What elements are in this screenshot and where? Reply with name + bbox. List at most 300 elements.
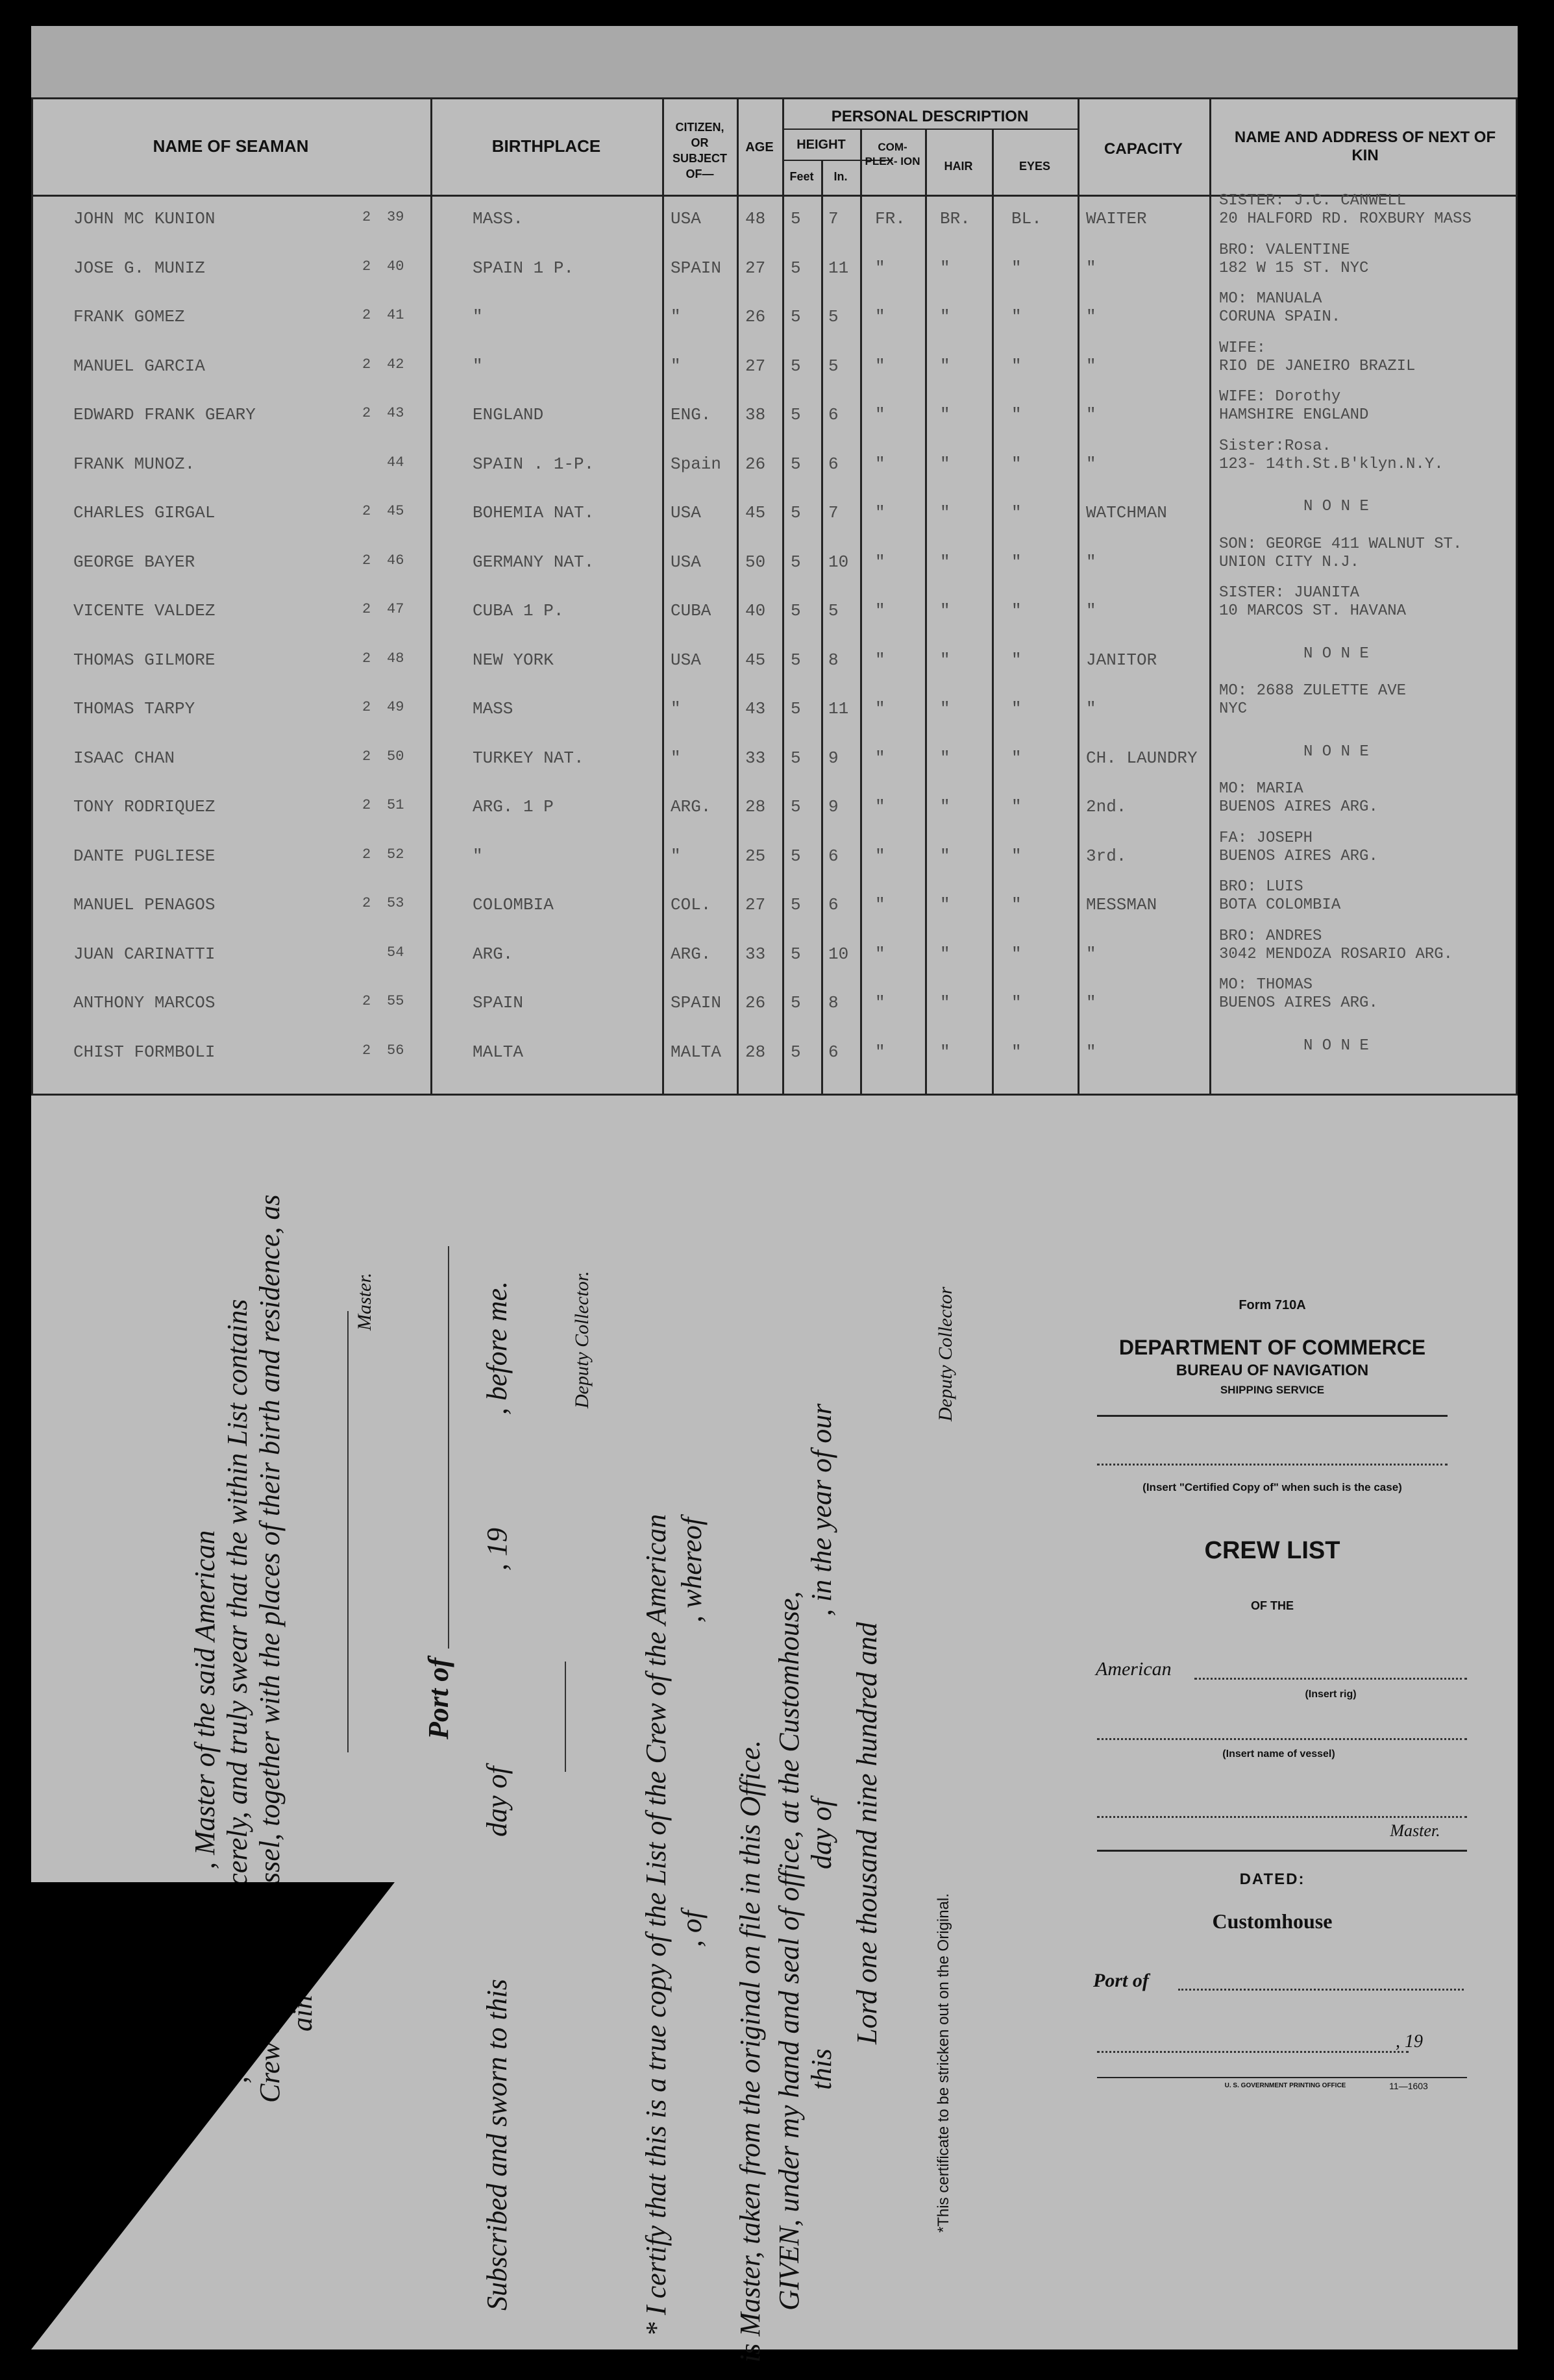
next-of-kin-name: SISTER: JUANITA xyxy=(1219,584,1360,602)
seaman-mark: 2 xyxy=(362,797,371,813)
header-inches: In. xyxy=(833,170,848,183)
next-of-kin-name: Sister:Rosa. xyxy=(1219,437,1331,455)
seaman-name: ISAAC CHAN xyxy=(73,748,175,768)
crew-table xyxy=(31,97,1518,1094)
seaman-name: FRANK GOMEZ xyxy=(73,307,185,326)
deputy-signature-line xyxy=(565,1662,566,1772)
seaman-capacity: " xyxy=(1086,307,1096,326)
oath-deputy-collector: Deputy Collector. xyxy=(571,1271,593,1408)
seaman-eyes: " xyxy=(1011,944,1022,964)
next-of-kin-address: BOTA COLOMBIA xyxy=(1219,896,1341,914)
seaman-eyes: " xyxy=(1011,552,1022,572)
seaman-name: TONY RODRIQUEZ xyxy=(73,797,216,816)
seaman-citizen: " xyxy=(671,846,681,866)
seaman-name: JOSE G. MUNIZ xyxy=(73,258,205,278)
seaman-complexion: " xyxy=(875,895,885,914)
seaman-eyes: " xyxy=(1011,503,1022,522)
seaman-capacity: " xyxy=(1086,699,1096,718)
seaman-hair: " xyxy=(940,699,950,718)
oath-port-line xyxy=(448,1246,449,1649)
seaman-citizen: " xyxy=(671,748,681,768)
seaman-birthplace: NEW YORK xyxy=(473,650,554,670)
seaman-eyes: " xyxy=(1011,895,1022,914)
seaman-number: 51 xyxy=(387,797,404,813)
table-row xyxy=(31,1037,1518,1094)
seaman-name: JOHN MC KUNION xyxy=(73,209,216,228)
seaman-number: 39 xyxy=(387,209,404,225)
seaman-hair: " xyxy=(940,748,950,768)
cert-line-4a: this xyxy=(806,2048,837,2090)
seaman-number: 43 xyxy=(387,405,404,421)
seaman-capacity: " xyxy=(1086,993,1096,1012)
seaman-birthplace: SPAIN 1 P. xyxy=(473,258,574,278)
seaman-inches: 6 xyxy=(828,1042,839,1062)
next-of-kin-name: N O N E xyxy=(1303,498,1369,515)
seaman-capacity: 3rd. xyxy=(1086,846,1127,866)
seaman-feet: 5 xyxy=(791,601,801,620)
form-master-line xyxy=(1097,1816,1467,1818)
seaman-citizen: ARG. xyxy=(671,797,711,816)
seaman-age: 40 xyxy=(745,601,766,620)
seaman-citizen: MALTA xyxy=(671,1042,722,1062)
seaman-hair: " xyxy=(940,405,950,424)
seaman-capacity: " xyxy=(1086,356,1096,376)
seaman-age: 25 xyxy=(745,846,766,866)
seaman-name: THOMAS GILMORE xyxy=(73,650,216,670)
cert-line-1b: , of xyxy=(676,1910,708,1947)
form-service: SHIPPING SERVICE xyxy=(1220,1384,1325,1396)
seaman-name: MANUEL PENAGOS xyxy=(73,895,216,914)
seaman-capacity: " xyxy=(1086,405,1096,424)
seaman-eyes: " xyxy=(1011,797,1022,816)
seaman-mark: 2 xyxy=(362,650,371,667)
seaman-birthplace: MASS. xyxy=(473,209,524,228)
seaman-capacity: WAITER xyxy=(1086,209,1147,228)
seaman-mark: 2 xyxy=(362,846,371,863)
seaman-birthplace: ENGLAND xyxy=(473,405,544,424)
seaman-mark: 2 xyxy=(362,895,371,911)
oath-line-2: , do solemnly, sincerely, and truly swear that the within List contains xyxy=(221,1299,253,2083)
seaman-complexion: " xyxy=(875,944,885,964)
form-year-19: , 19 xyxy=(1396,2031,1423,2052)
next-of-kin-address: RIO DE JANEIRO BRAZIL xyxy=(1219,357,1416,375)
seaman-inches: 8 xyxy=(828,993,839,1012)
seaman-feet: 5 xyxy=(791,1042,801,1062)
form-rig-line xyxy=(1194,1678,1467,1680)
next-of-kin-name: SISTER: J.C. CANWELL xyxy=(1219,192,1407,210)
seaman-age: 26 xyxy=(745,993,766,1012)
seaman-inches: 10 xyxy=(828,552,849,572)
seaman-complexion: FR. xyxy=(875,209,906,228)
top-margin-band xyxy=(31,26,1518,97)
seaman-eyes: " xyxy=(1011,307,1022,326)
seaman-feet: 5 xyxy=(791,552,801,572)
form-insert-name: (Insert name of vessel) xyxy=(1222,1748,1335,1760)
oath-subscribed: Subscribed and sworn to this xyxy=(481,1979,513,2311)
seaman-inches: 7 xyxy=(828,209,839,228)
next-of-kin-address: 3042 MENDOZA ROSARIO ARG. xyxy=(1219,945,1453,963)
next-of-kin-address: HAMSHIRE ENGLAND xyxy=(1219,406,1369,424)
header-personal-description: PERSONAL DESCRIPTION xyxy=(831,108,1029,125)
form-rule-1 xyxy=(1097,1415,1448,1417)
seaman-inches: 9 xyxy=(828,748,839,768)
seaman-name: GEORGE BAYER xyxy=(73,552,195,572)
cert-line-5: Lord one thousand nine hundred and xyxy=(851,1622,883,2044)
form-bureau: BUREAU OF NAVIGATION xyxy=(1176,1362,1369,1379)
seaman-feet: 5 xyxy=(791,993,801,1012)
seaman-mark: 2 xyxy=(362,356,371,373)
seaman-hair: " xyxy=(940,797,950,816)
form-rule-3 xyxy=(1097,2077,1467,2078)
seaman-citizen: USA xyxy=(671,209,701,228)
next-of-kin-name: N O N E xyxy=(1303,742,1369,761)
seaman-hair: " xyxy=(940,454,950,474)
seaman-birthplace: ARG. xyxy=(473,944,513,964)
seaman-birthplace: CUBA 1 P. xyxy=(473,601,564,620)
header-next-of-kin: NAME AND ADDRESS OF NEXT OF KIN xyxy=(1234,129,1496,164)
form-crew-list-title: CREW LIST xyxy=(1204,1537,1340,1564)
seaman-age: 45 xyxy=(745,503,766,522)
next-of-kin-name: N O N E xyxy=(1303,1037,1369,1055)
next-of-kin-address: BUENOS AIRES ARG. xyxy=(1219,798,1378,816)
seaman-feet: 5 xyxy=(791,454,801,474)
seaman-number: 44 xyxy=(387,454,404,471)
seaman-feet: 5 xyxy=(791,944,801,964)
table-row xyxy=(31,682,1518,751)
seaman-citizen: " xyxy=(671,307,681,326)
seaman-birthplace: MASS xyxy=(473,699,513,718)
seaman-age: 43 xyxy=(745,699,766,718)
seaman-number: 54 xyxy=(387,944,404,961)
seaman-citizen: SPAIN xyxy=(671,258,722,278)
seaman-hair: " xyxy=(940,601,950,620)
seaman-eyes: " xyxy=(1011,846,1022,866)
header-age: AGE xyxy=(745,140,774,154)
seaman-mark: 2 xyxy=(362,1042,371,1059)
cert-line-1: * I certify that this is a true copy of the List of the Crew of the American xyxy=(640,1514,672,2337)
seaman-age: 27 xyxy=(745,258,766,278)
next-of-kin-name: SON: GEORGE 411 WALNUT ST. xyxy=(1219,535,1462,553)
next-of-kin-address: NYC xyxy=(1219,700,1248,718)
oath-master-label: Master. xyxy=(354,1272,375,1331)
seaman-inches: 6 xyxy=(828,454,839,474)
seaman-hair: " xyxy=(940,993,950,1012)
seaman-number: 45 xyxy=(387,503,404,519)
next-of-kin-name: WIFE: Dorothy xyxy=(1219,388,1341,406)
seaman-feet: 5 xyxy=(791,748,801,768)
seaman-mark: 2 xyxy=(362,748,371,765)
seaman-inches: 6 xyxy=(828,895,839,914)
seaman-inches: 11 xyxy=(828,699,849,718)
next-of-kin-name: N O N E xyxy=(1303,644,1369,663)
seaman-age: 26 xyxy=(745,454,766,474)
next-of-kin-name: BRO: VALENTINE xyxy=(1219,241,1350,259)
seaman-mark: 2 xyxy=(362,307,371,323)
form-insert-rig: (Insert rig) xyxy=(1305,1689,1357,1700)
seaman-feet: 5 xyxy=(791,356,801,376)
seaman-age: 33 xyxy=(745,748,766,768)
next-of-kin-name: MO: MANUALA xyxy=(1219,290,1322,308)
seaman-hair: " xyxy=(940,650,950,670)
seaman-eyes: " xyxy=(1011,454,1022,474)
next-of-kin-name: WIFE: xyxy=(1219,339,1266,357)
seaman-age: 38 xyxy=(745,405,766,424)
oath-line-1: , Master of the said American xyxy=(189,1530,221,1869)
form-department: DEPARTMENT OF COMMERCE xyxy=(1118,1336,1426,1359)
seaman-feet: 5 xyxy=(791,699,801,718)
seaman-hair: " xyxy=(940,846,950,866)
form-customhouse: Customhouse xyxy=(1212,1909,1333,1933)
seaman-birthplace: SPAIN . 1-P. xyxy=(473,454,595,474)
header-birthplace: BIRTHPLACE xyxy=(491,136,601,156)
seaman-capacity: JANITOR xyxy=(1086,650,1157,670)
form-date-line xyxy=(1097,2051,1409,2053)
seaman-hair: " xyxy=(940,552,950,572)
seaman-complexion: " xyxy=(875,454,885,474)
seaman-inches: 5 xyxy=(828,307,839,326)
seaman-feet: 5 xyxy=(791,846,801,866)
seaman-hair: BR. xyxy=(940,209,970,228)
table-row xyxy=(31,584,1518,653)
seaman-birthplace: " xyxy=(473,356,483,376)
seaman-name: THOMAS TARPY xyxy=(73,699,195,718)
seaman-birthplace: COLOMBIA xyxy=(473,895,554,914)
header-name-of-seaman: NAME OF SEAMAN xyxy=(153,136,309,156)
seaman-eyes: " xyxy=(1011,699,1022,718)
torn-corner xyxy=(31,1882,395,2349)
seaman-citizen: COL. xyxy=(671,895,711,914)
seaman-capacity: " xyxy=(1086,454,1096,474)
seaman-mark: 2 xyxy=(362,405,371,421)
seaman-name: CHIST FORMBOLI xyxy=(73,1042,216,1062)
seaman-inches: 11 xyxy=(828,258,849,278)
seaman-mark: 2 xyxy=(362,552,371,569)
seaman-complexion: " xyxy=(875,258,885,278)
seaman-eyes: BL. xyxy=(1011,209,1042,228)
seaman-number: 56 xyxy=(387,1042,404,1059)
seaman-eyes: " xyxy=(1011,748,1022,768)
seaman-age: 28 xyxy=(745,1042,766,1062)
seaman-citizen: SPAIN xyxy=(671,993,722,1012)
cert-line-3: GIVEN, under my hand and seal of office, at the Customhouse, xyxy=(773,1591,805,2311)
cert-line-4c: , in the year of our xyxy=(806,1403,837,1616)
seaman-citizen: ENG. xyxy=(671,405,711,424)
seaman-citizen: " xyxy=(671,699,681,718)
next-of-kin-address: 123- 14th.St.B'klyn.N.Y. xyxy=(1219,455,1444,473)
oath-line-4: ain them. xyxy=(286,1925,318,2031)
seaman-feet: 5 xyxy=(791,258,801,278)
seaman-name: VICENTE VALDEZ xyxy=(73,601,216,620)
next-of-kin-name: BRO: ANDRES xyxy=(1219,927,1322,945)
seaman-name: DANTE PUGLIESE xyxy=(73,846,216,866)
seaman-age: 48 xyxy=(745,209,766,228)
seaman-complexion: " xyxy=(875,846,885,866)
seaman-mark: 2 xyxy=(362,699,371,715)
seaman-inches: 5 xyxy=(828,356,839,376)
form-print-number: 11—1603 xyxy=(1389,2081,1428,2091)
next-of-kin-address: 20 HALFORD RD. ROXBURY MASS xyxy=(1219,210,1472,228)
seaman-complexion: " xyxy=(875,1042,885,1062)
seaman-feet: 5 xyxy=(791,209,801,228)
seaman-feet: 5 xyxy=(791,405,801,424)
seaman-inches: 5 xyxy=(828,601,839,620)
seaman-age: 27 xyxy=(745,356,766,376)
seaman-eyes: " xyxy=(1011,1042,1022,1062)
seaman-inches: 7 xyxy=(828,503,839,522)
seaman-inches: 8 xyxy=(828,650,839,670)
seaman-complexion: " xyxy=(875,748,885,768)
header-eyes: EYES xyxy=(1018,160,1051,173)
header-height: HEIGHT xyxy=(796,138,846,152)
seaman-hair: " xyxy=(940,944,950,964)
form-rule-2 xyxy=(1097,1850,1467,1852)
form-port-of: Port of xyxy=(1093,1970,1149,1991)
next-of-kin-name: MO: MARIA xyxy=(1219,780,1303,798)
oath-year-19: , 19 xyxy=(481,1528,513,1571)
header-citizen: CITIZEN, OR SUBJECT OF— xyxy=(672,121,727,180)
seaman-number: 46 xyxy=(387,552,404,569)
seaman-mark: 2 xyxy=(362,209,371,225)
seaman-citizen: USA xyxy=(671,650,701,670)
oath-line-3: Crew of the said vessel, together with the places of their birth and residence, as xyxy=(254,1194,286,2103)
seaman-name: JUAN CARINATTI xyxy=(73,944,216,964)
seaman-feet: 5 xyxy=(791,797,801,816)
seaman-age: 50 xyxy=(745,552,766,572)
form-vessel-line xyxy=(1097,1738,1467,1740)
seaman-inches: 6 xyxy=(828,846,839,866)
seaman-hair: " xyxy=(940,356,950,376)
seaman-mark: 2 xyxy=(362,258,371,275)
seaman-name: MANUEL GARCIA xyxy=(73,356,205,376)
seaman-number: 55 xyxy=(387,993,404,1009)
seaman-complexion: " xyxy=(875,503,885,522)
next-of-kin-name: MO: 2688 ZULETTE AVE xyxy=(1219,682,1407,700)
seaman-inches: 6 xyxy=(828,405,839,424)
seaman-birthplace: " xyxy=(473,307,483,326)
seaman-citizen: USA xyxy=(671,552,701,572)
cert-line-1c: , whereof xyxy=(676,1517,708,1623)
seaman-feet: 5 xyxy=(791,650,801,670)
master-signature-line xyxy=(347,1311,349,1752)
seaman-inches: 9 xyxy=(828,797,839,816)
seaman-name: ANTHONY MARCOS xyxy=(73,993,216,1012)
seaman-complexion: " xyxy=(875,993,885,1012)
seaman-capacity: " xyxy=(1086,258,1096,278)
next-of-kin-name: FA: JOSEPH xyxy=(1219,829,1313,847)
seaman-eyes: " xyxy=(1011,405,1022,424)
seaman-capacity: " xyxy=(1086,601,1096,620)
seaman-capacity: " xyxy=(1086,552,1096,572)
seaman-number: 53 xyxy=(387,895,404,911)
seaman-number: 48 xyxy=(387,650,404,667)
seaman-citizen: Spain xyxy=(671,454,722,474)
seaman-birthplace: " xyxy=(473,846,483,866)
seaman-eyes: " xyxy=(1011,993,1022,1012)
seaman-age: 33 xyxy=(745,944,766,964)
next-of-kin-address: 182 W 15 ST. NYC xyxy=(1219,259,1369,277)
seaman-capacity: " xyxy=(1086,1042,1096,1062)
header-capacity: CAPACITY xyxy=(1104,140,1183,158)
seaman-hair: " xyxy=(940,503,950,522)
next-of-kin-address: 10 MARCOS ST. HAVANA xyxy=(1219,602,1407,620)
cert-footnote: *This certificate to be stricken out on the Original. xyxy=(935,1893,952,2233)
table-row xyxy=(31,290,1518,359)
seaman-eyes: " xyxy=(1011,356,1022,376)
seaman-birthplace: GERMANY NAT. xyxy=(473,552,595,572)
seaman-complexion: " xyxy=(875,699,885,718)
seaman-complexion: " xyxy=(875,405,885,424)
seaman-eyes: " xyxy=(1011,601,1022,620)
seaman-number: 47 xyxy=(387,601,404,617)
seaman-birthplace: MALTA xyxy=(473,1042,524,1062)
form-certified-line xyxy=(1097,1464,1448,1466)
seaman-age: 26 xyxy=(745,307,766,326)
seaman-number: 40 xyxy=(387,258,404,275)
form-american: American xyxy=(1096,1658,1172,1680)
seaman-inches: 10 xyxy=(828,944,849,964)
table-top-rule xyxy=(31,97,1518,99)
seaman-capacity: WATCHMAN xyxy=(1086,503,1167,522)
seaman-number: 41 xyxy=(387,307,404,323)
header-feet: Feet xyxy=(789,170,814,183)
seaman-birthplace: ARG. 1 P xyxy=(473,797,554,816)
form-printing-office: U. S. GOVERNMENT PRINTING OFFICE xyxy=(1224,2082,1346,2089)
form-certified-note: (Insert "Certified Copy of" when such is the case) xyxy=(1142,1481,1402,1493)
seaman-complexion: " xyxy=(875,552,885,572)
next-of-kin-address: CORUNA SPAIN. xyxy=(1219,308,1341,326)
seaman-number: 49 xyxy=(387,699,404,715)
seaman-number: 50 xyxy=(387,748,404,765)
form-dated: DATED: xyxy=(1239,1871,1305,1888)
form-number: Form 710A xyxy=(1239,1298,1306,1312)
cert-deputy-collector: Deputy Collector xyxy=(935,1286,956,1421)
seaman-eyes: " xyxy=(1011,650,1022,670)
seaman-complexion: " xyxy=(875,307,885,326)
next-of-kin-name: BRO: LUIS xyxy=(1219,878,1303,896)
seaman-citizen: " xyxy=(671,356,681,376)
seaman-birthplace: SPAIN xyxy=(473,993,524,1012)
personal-description-rule xyxy=(782,129,1078,130)
seaman-hair: " xyxy=(940,1042,950,1062)
seaman-eyes: " xyxy=(1011,258,1022,278)
seaman-feet: 5 xyxy=(791,503,801,522)
seaman-hair: " xyxy=(940,258,950,278)
seaman-citizen: USA xyxy=(671,503,701,522)
oath-port-of: Port of xyxy=(423,1658,454,1739)
form-of-the: OF THE xyxy=(1251,1599,1294,1612)
seaman-citizen: ARG. xyxy=(671,944,711,964)
header-complexion: COM- PLEX- ION xyxy=(865,141,920,167)
next-of-kin-address: UNION CITY N.J. xyxy=(1219,553,1360,571)
seaman-number: 42 xyxy=(387,356,404,373)
seaman-age: 28 xyxy=(745,797,766,816)
seaman-name: EDWARD FRANK GEARY xyxy=(73,405,256,424)
next-of-kin-address: BUENOS AIRES ARG. xyxy=(1219,847,1378,865)
form-port-line xyxy=(1178,1989,1464,1991)
seaman-complexion: " xyxy=(875,797,885,816)
seaman-capacity: MESSMAN xyxy=(1086,895,1157,914)
seaman-complexion: " xyxy=(875,356,885,376)
cert-line-2: is Master, taken from the original on file in this Office. xyxy=(734,1740,766,2362)
seaman-capacity: 2nd. xyxy=(1086,797,1127,816)
seaman-birthplace: BOHEMIA NAT. xyxy=(473,503,595,522)
seaman-hair: " xyxy=(940,895,950,914)
seaman-age: 27 xyxy=(745,895,766,914)
next-of-kin-address: BUENOS AIRES ARG. xyxy=(1219,994,1378,1012)
seaman-feet: 5 xyxy=(791,895,801,914)
seaman-number: 52 xyxy=(387,846,404,863)
seaman-complexion: " xyxy=(875,650,885,670)
